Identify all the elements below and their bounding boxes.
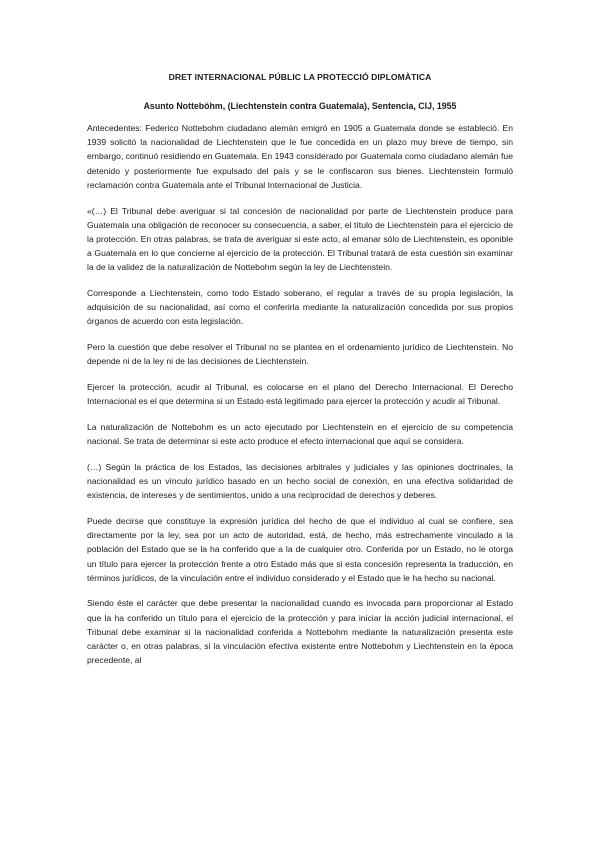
paragraph-caracter-nacionalidad: Siendo éste el carácter que debe presentar la nacionalidad cuando es invocada para proporcionar al Estado que la ha conferido un título para el ejercicio de la protección y para iniciar la acción judicial internacional, el Tribunal debe examinar si la nacionalidad conferida a Nottebohm mediante la naturalización presenta este carácter o, en otras palabras, si la vinculación efectiva existente entre Nottebohm y Liechtenstein en la época precedente, al bbox=[87, 598, 513, 666]
document-subtitle: Asunto Nottebӧhm, (Liechtenstein contra Guatemala), Sentencia, CIJ, 1955 bbox=[143, 101, 457, 111]
paragraph-estado-soberano: Corresponde a Liechtenstein, como todo Estado soberano, el regular a través de su propia legislación, la adquisición de su nacionalidad, así como el conferirla mediante la naturalización concedida por sus propios órganos de acuerdo con esta legislación. bbox=[87, 288, 513, 327]
paragraph-cuestion-tribunal: Pero la cuestión que debe resolver el Tribunal no se plantea en el ordenamiento jurídico de Liechtenstein. No depende ni de la ley ni de las decisiones de Liechtenstein. bbox=[87, 342, 513, 367]
paragraph-ejercer-proteccion: Ejercer la protección, acudir al Tribunal, es colocarse en el plano del Derecho Internacional. El Derecho Internacional es el que determina si un Estado está legitimado para ejercer la protección y acudir al Tribunal. bbox=[87, 382, 513, 407]
document-title: DRET INTERNACIONAL PÚBLIC LA PROTECCIÓ DIPLOMÀTICA bbox=[168, 72, 432, 82]
paragraph-expresion-juridica: Puede decirse que constituye la expresión jurídica del hecho de que el individuo al cual se confiere, sea directamente por la ley, sea por un acto de autoridad, está, de hecho, más estrechamente vinculado a la población del Estado que se la ha conferido que a la de cualquier otro. Conferida por un Estado, no le otorga un título para ejercer la protección frente a otro Estado más que si esta concesión representa la traducción, en términos jurídicos, de la vinculación entre el individuo considerado y el Estado que le ha hecho su nacional. bbox=[87, 515, 513, 583]
paragraph-naturalizacion: La naturalización de Nottebohm es un acto ejecutado por Liechtenstein en el ejercicio de su competencia nacional. Se trata de determinar si este acto produce el efecto internacional que aquí se considera. bbox=[87, 421, 513, 447]
paragraph-antecedentes: Antecedentes: Federico Nottebohm ciudadano alemán emigró en 1905 a Guatemala donde se estableció. En 1939 solicitó la nacionalidad de Liechtenstein que le fue concedida en un plazo muy breve de tiempo, sin embargo, continuó residiendo en Guatemala. En 1943 considerado por Guatemala como ciudadano alemán fue detenido y posteriormente fue expulsado del país y se le confiscaron sus bienes. Liechtenstein formuló reclamación contra Guatemala ante el Tribunal Internacional de Justicia. bbox=[87, 123, 513, 190]
paragraph-tribunal-averiguar: «(…) El Tribunal debe averiguar si tal concesión de nacionalidad por parte de Liechtenstein produce para Guatemala una obligación de reconocer su consecuencia, a saber, el título de Liechtenstein para el ejercicio de la protección. En otras palabras, se trata de averiguar si este acto, al emanar sólo de Liechtenstein, es oponible a Guatemala en lo que concierne al ejercicio de la protección. El Tribunal tratará de esta cuestión sin examinar la de la validez de la naturalización de Nottebohm según la ley de Liechtenstein. bbox=[87, 205, 513, 273]
paragraph-practica-estados: (…) Según la práctica de los Estados, las decisiones arbitrales y judiciales y las opiniones doctrinales, la nacionalidad es un vínculo jurídico basado en un hecho social de conexión, en una efectiva solidaridad de existencia, de intereses y de sentimientos, unido a una reciprocidad de derechos y deberes. bbox=[87, 461, 513, 501]
